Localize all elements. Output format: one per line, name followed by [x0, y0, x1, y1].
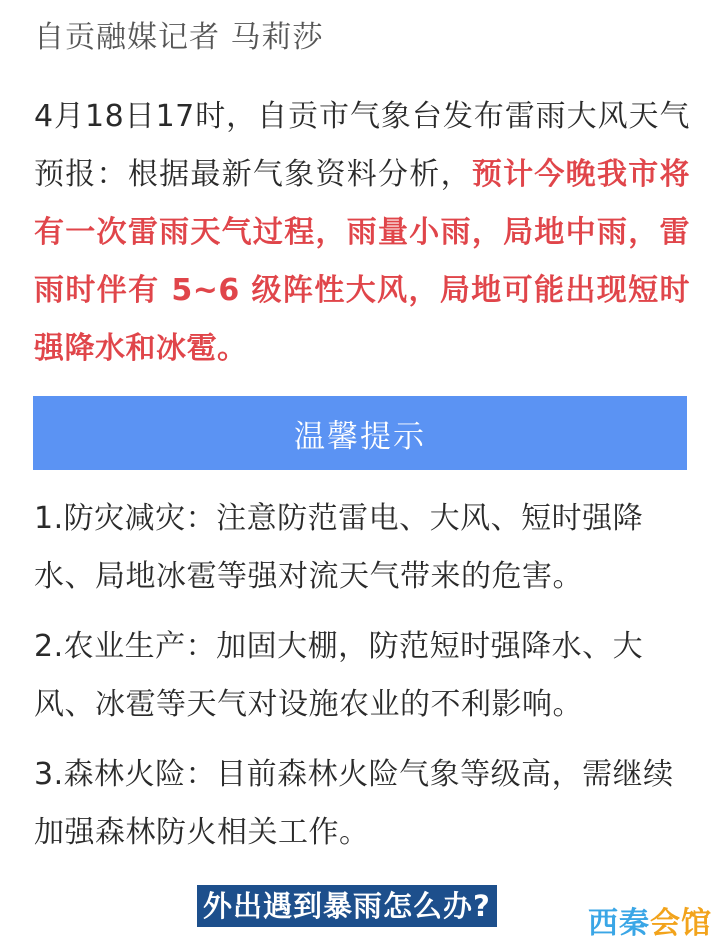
watermark-logo	[588, 898, 712, 942]
rainstorm-question-heading: 外出遇到暴雨怎么办?	[197, 885, 497, 927]
warm-tips-banner	[33, 396, 687, 470]
tip-agriculture: 2.农业生产：加固大棚，防范短时强降水、大风、冰雹等天气对设施农业的不利影响。	[34, 629, 644, 722]
watermark-part2: 会馆	[650, 906, 712, 941]
watermark-part1: 西秦	[588, 906, 650, 941]
lead-paragraph	[34, 88, 690, 378]
warm-tips-title: 温馨提示	[294, 418, 426, 455]
tip-forest-fire: 3.森林火险：目前森林火险气象等级高，需继续加强森林防火相关工作。	[34, 757, 674, 850]
lead-text: 4月18日17时，自贡市气象台发布雷雨大风天气预报：根据最新气象资料分析，	[34, 99, 690, 192]
forecast-highlight: 预计今晚我市将有一次雷雨天气过程，雨量小雨，局地中雨，雷雨时伴有 5~6 级阵性大风，局地可能出现短时强降水和冰雹。	[34, 157, 691, 366]
tip-disaster-prevention: 1.防灾减灾：注意防范雷电、大风、短时强降水、局地冰雹等强对流天气带来的危害。	[34, 501, 644, 594]
reporter-byline: 自贡融媒记者 马莉莎	[34, 20, 324, 55]
